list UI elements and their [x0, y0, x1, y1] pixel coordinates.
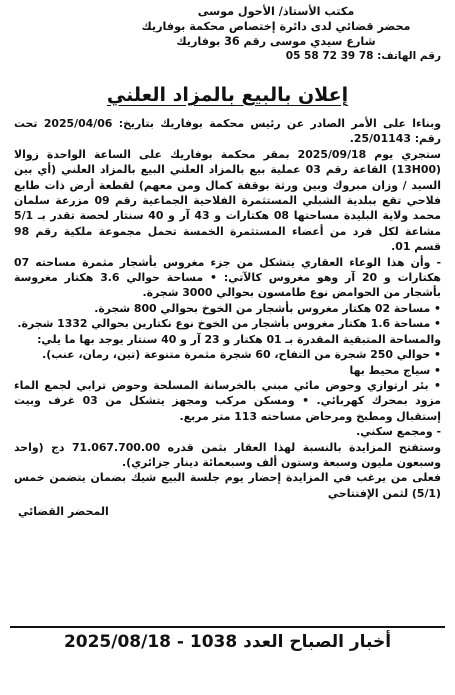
- footer-date: 2025/08/18: [63, 632, 171, 652]
- header-phone: [111, 49, 441, 64]
- paragraph-auction-details: ستجري يوم 2025/09/18 بمقر محكمة بوفاريك على الساعة الواحدة زوالا (13H00) القاعة رقم 03 عملية بيع بالمزاد العلني البيع بالمزاد العلني (أي بين السيد / وزان مبروك وبين ورثة بوقفة كمال ومن معهم) لقطعة أرض ذات طابع فلاحي تقع ببلدية الشبلي المستثمرة الفلاحية الجماعية رقم 09 مزرعة سلمان محمد ولاية البليدة مساحتها 08 هكتارات و 43 آر و 40 سنتار لحصة تقدر بـ 5/1 مشاعة لكل فرد من أعضاء المستثمرة الخمسة تحمل مجموعة ملكية رقم 98 قسم 01.: [14, 147, 442, 254]
- paragraph-remaining-area: والمساحة المتبقية المقدرة بـ 01 هكتار و 23 آر و 40 سنتار يوجد بها ما يلي:: [37, 332, 441, 346]
- paragraph-well-and-house: • بئر ارتوازي وحوض مائي مبني بالخرسانة المسلحة وحوض ترابي لجمع الماء مزود بمحرك كهربائي. • ومسكن مركب ومجهز يتشكل من 03 غرف وبيت إستقبال ومطبخ ومرحاض مساحته 113 متر مربع.: [14, 378, 442, 423]
- header-office-name: مكتب الأستاذ/ الأحول موسى: [197, 5, 355, 18]
- paragraph-residential-complex: - ومجمع سكني.: [356, 425, 441, 439]
- paragraph-planted-area: - وأن هذا الوعاء العقاري يتشكل من جزء مغروس بأشجار مثمرة مساحته 07 هكتارات و 20 آر وهو مغروس كالآتي: • مساحة حوالي 3.6 هكتار مغروسة بأشجار من الحوامض نوع طامسون بحوالي 3000 شجرة.: [14, 255, 441, 300]
- phone-label: رقم الهاتف:: [377, 50, 441, 62]
- paragraph-fruit-trees: • حوالي 250 شجرة من التفاح، 60 شجرة مثمرة متنوعة (تين، رمان، عنب).: [42, 348, 441, 362]
- bailiff-header: [111, 4, 441, 64]
- newspaper-footer: [10, 626, 445, 652]
- paragraph-opening-price: وستفتح المزايدة بالنسبة لهذا العقار بثمن قدره 71.067.700.00 دج (واحد وسبعون مليون وسبعة وستون ألف وسبعمائة دينار جزائري).: [14, 440, 441, 469]
- header-jurisdiction: محضر قضائي لدى دائرة إختصاص محكمة بوفاريك: [141, 20, 411, 33]
- notice-body: [14, 116, 441, 501]
- footer-separator: -: [176, 632, 184, 652]
- paragraph-fence: • سياج محيط بها: [349, 363, 441, 377]
- paragraph-order: وبناءا على الأمر الصادر عن رئيس محكمة بوفاريك بتاريخ: 2025/04/06 تحت رقم: 25/01143.: [14, 117, 441, 146]
- footer-newspaper: أخبار الصباح العدد 1038: [189, 632, 392, 652]
- paragraph-bid-guarantee: فعلى من يرغب في المزايدة إحضار يوم جلسة البيع شيك بضمان يتضمن خمس (5/1) لثمن الإفتتاحي: [14, 471, 441, 500]
- header-address: شارع سيدي موسى رقم 36 بوفاريك: [176, 35, 376, 48]
- paragraph-nectarine-area: • مساحة 1.6 هكتار مغروس بأشجار من الخوخ نوع نكتارين بحوالي 1332 شجرة.: [17, 317, 441, 331]
- phone-number: 05 58 72 39 78: [285, 50, 374, 62]
- paragraph-peach-area: • مساحة 02 هكتار مغروس بأشجار من الخوخ بحوالي 800 شجرة.: [94, 301, 441, 315]
- signature-bailiff: المحضر القضائي: [18, 505, 109, 519]
- notice-title: إعلان بالبيع بالمزاد العلني: [106, 84, 349, 106]
